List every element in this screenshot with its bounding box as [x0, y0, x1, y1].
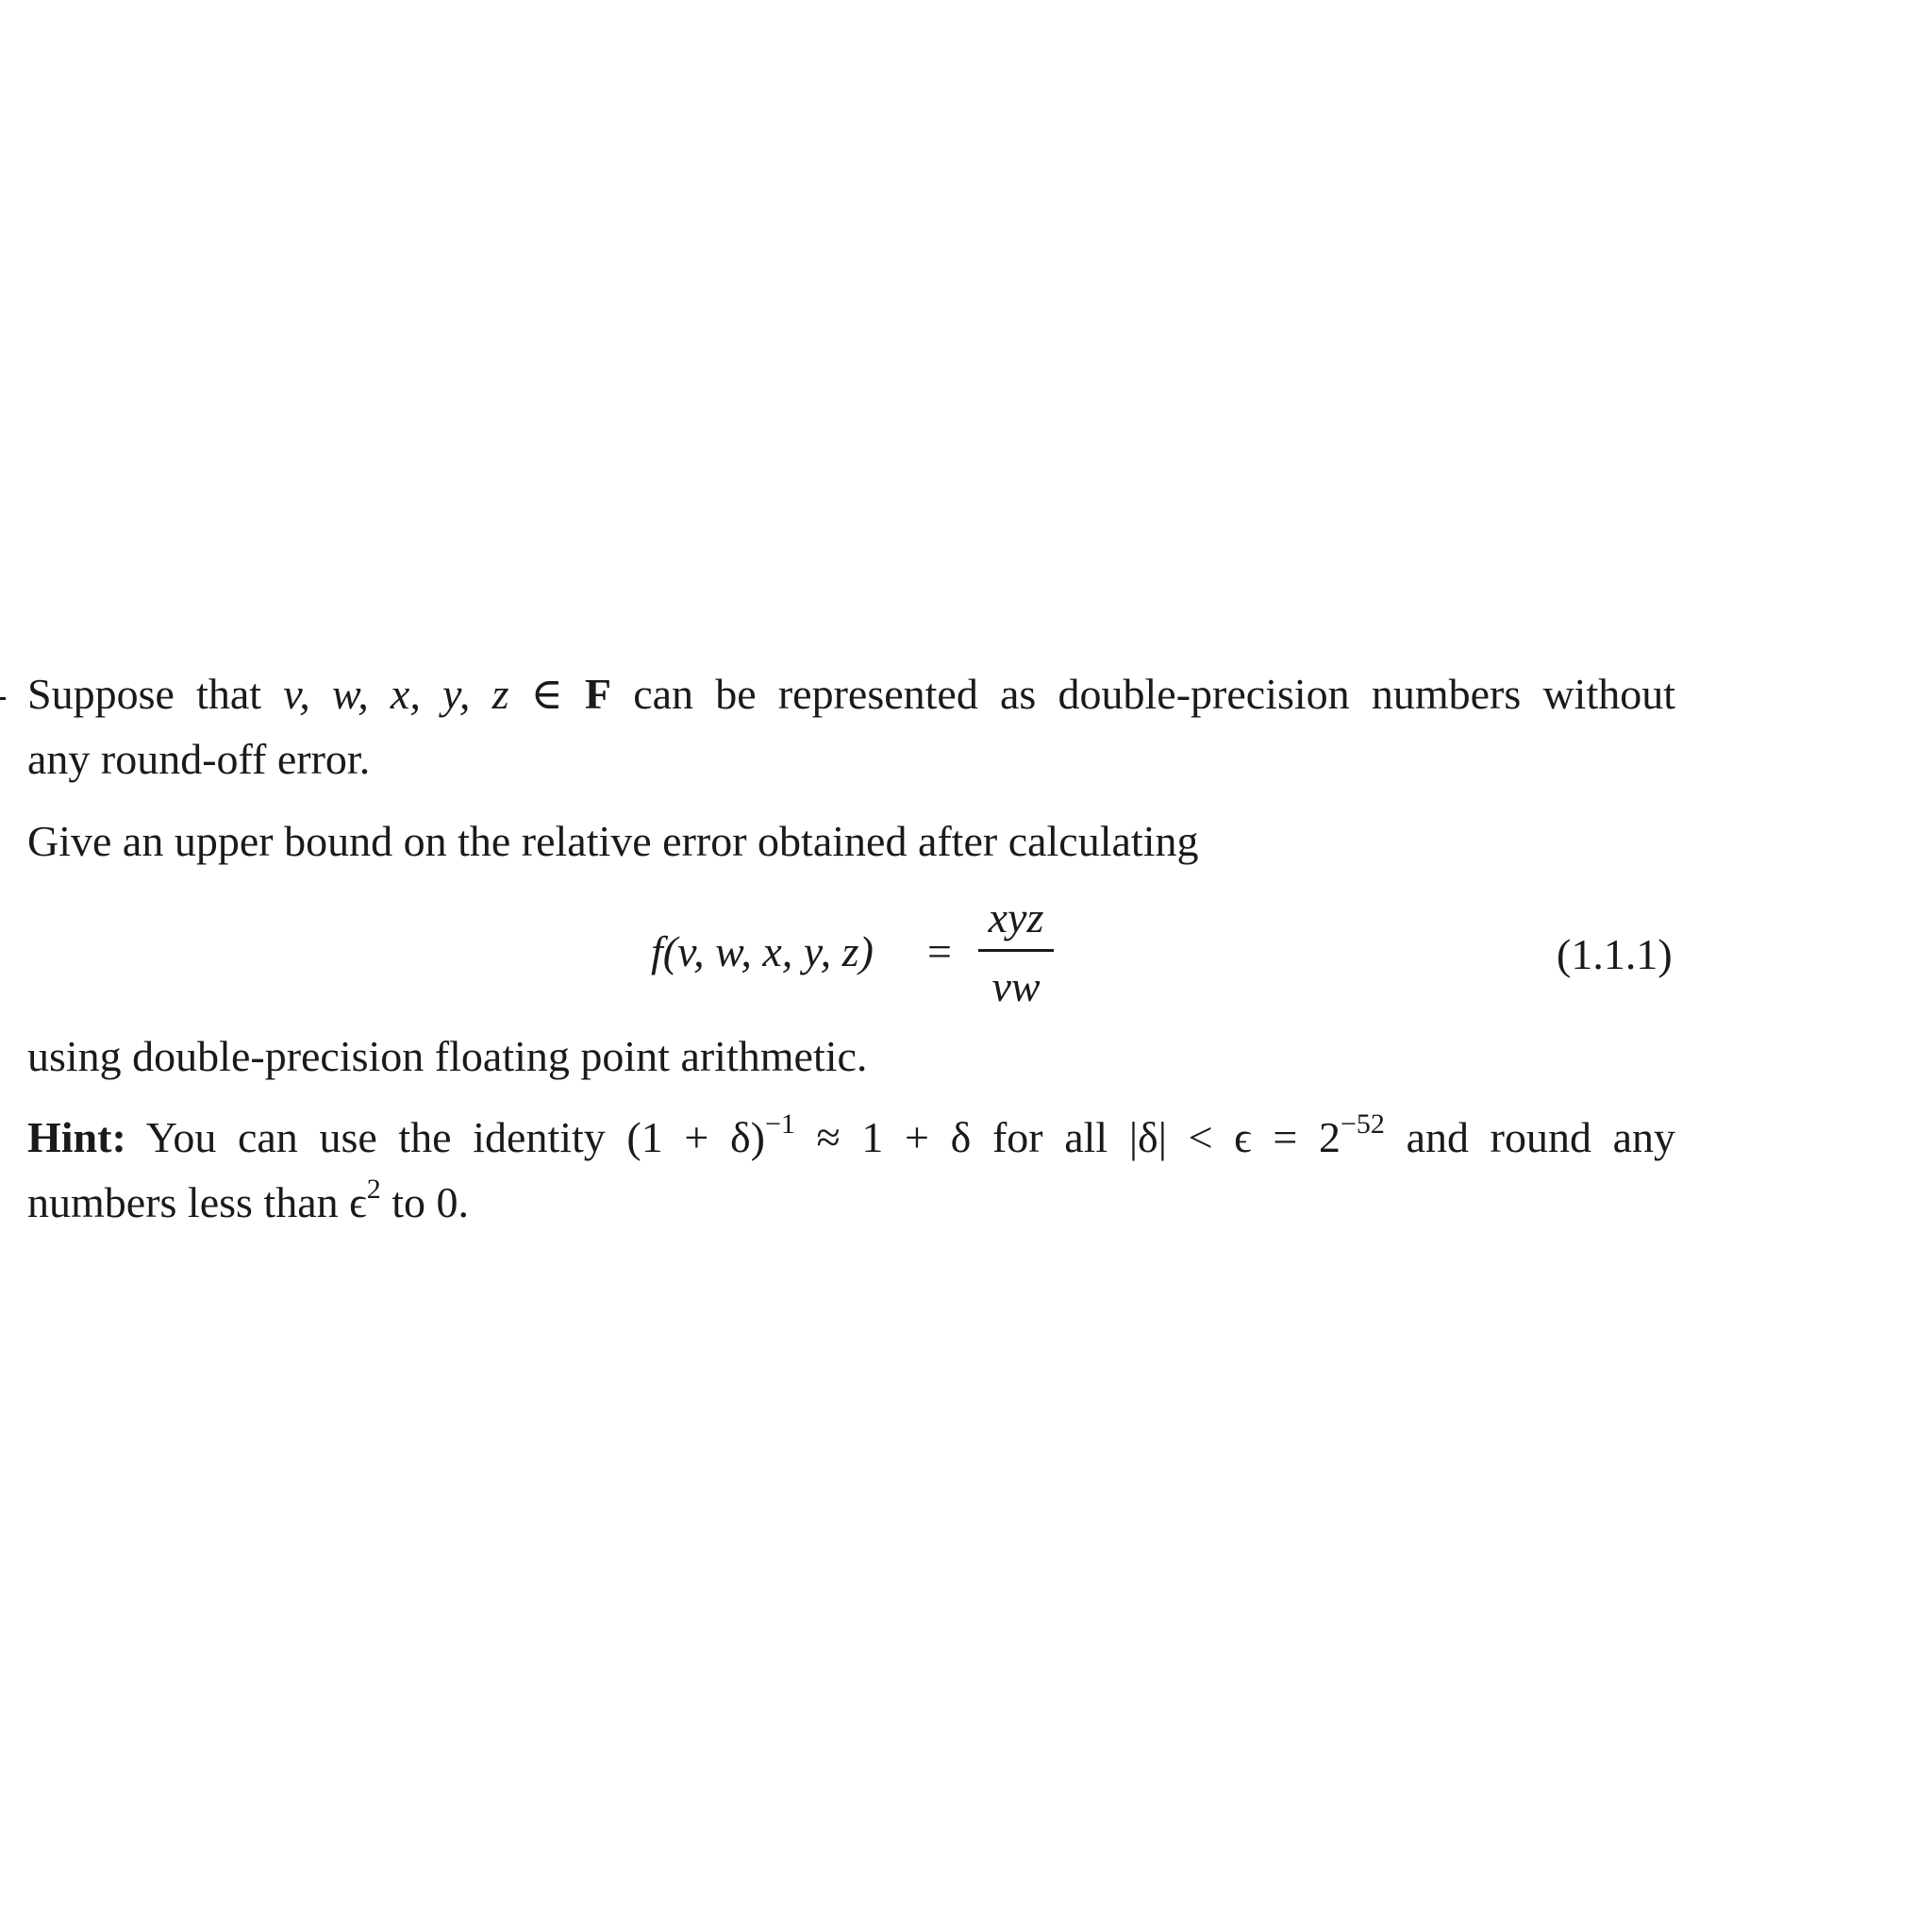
margin-mark [0, 697, 6, 700]
equation-number: (1.1.1) [1557, 930, 1673, 978]
hint-exponent-2: −52 [1341, 1108, 1385, 1140]
paragraph-1-rest: can be represented as double-precision numbers without [633, 670, 1676, 718]
fraction-denominator: vw [991, 962, 1041, 1010]
paragraph-2: Give an upper bound on the relative error obtained after calculating [27, 817, 1199, 865]
paragraph-1-line-2: any round-off error. [27, 735, 371, 783]
fraction-bar [978, 949, 1054, 952]
hint-line-2-a: numbers less than ϵ [27, 1178, 367, 1226]
hint-exponent-3: 2 [366, 1174, 381, 1205]
field-symbol: F [584, 670, 612, 718]
hint-text-3: and round any [1406, 1113, 1676, 1161]
equation-fraction [978, 893, 1054, 1010]
word-suppose: Suppose [27, 670, 175, 718]
hint-text-2: ≈ 1 + δ for all |δ| < ϵ = 2 [816, 1113, 1341, 1161]
hint-text-1: You can use the identity (1 + δ) [145, 1113, 765, 1161]
equation-lhs: f(v, w, x, y, z) [651, 927, 874, 975]
hint-line-1 [27, 1108, 1676, 1161]
element-of-symbol: ∈ [530, 670, 563, 718]
hint-exponent-1: −1 [764, 1108, 795, 1140]
hint-line-2-b: to 0. [391, 1178, 470, 1226]
hint-label: Hint: [27, 1113, 126, 1161]
word-that: that [196, 670, 262, 718]
paragraph-3: using double-precision floating point arithmetic. [27, 1032, 868, 1080]
fraction-numerator: xyz [988, 893, 1044, 941]
paragraph-1-line-1 [27, 670, 1676, 718]
hint-line-2 [27, 1174, 470, 1226]
equation-equals: = [927, 927, 952, 975]
variables-list: v, w, x, y, z [283, 670, 509, 718]
